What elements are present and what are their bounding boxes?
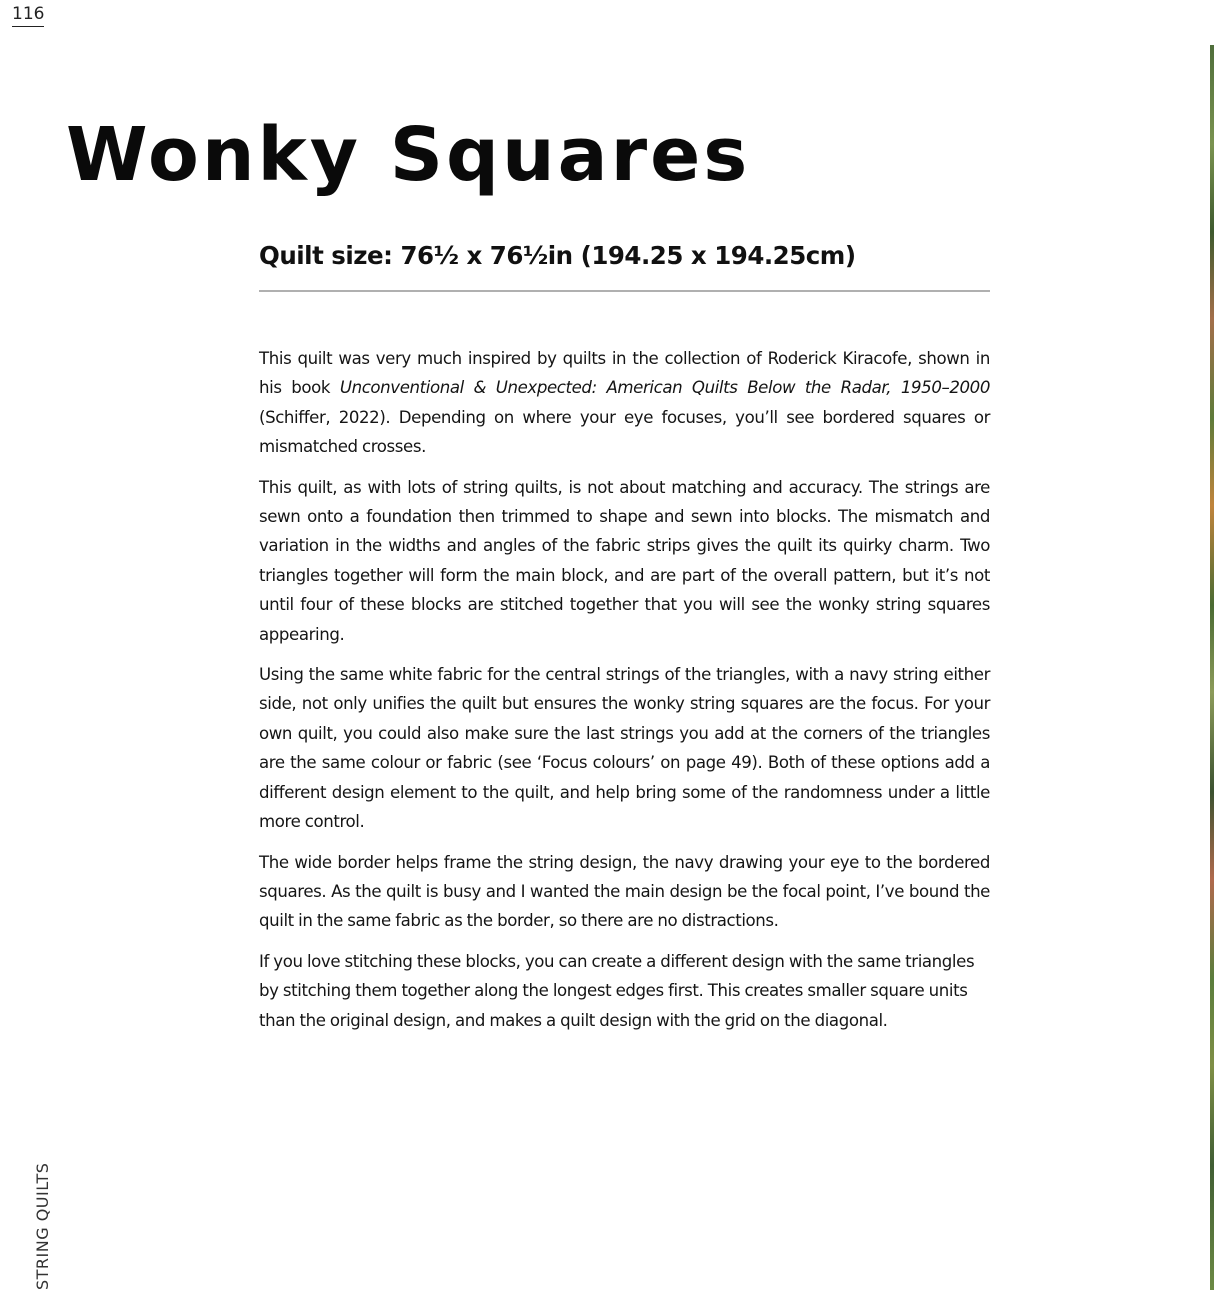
paragraph-border: The wide border helps frame the string design, the navy drawing your eye to the bordered squares. As the quilt is busy and I wanted the main design be the focal point, I’ve bound the quilt in the same fabric as the border, so there are no distractions.	[259, 852, 990, 931]
article-body	[259, 344, 990, 1046]
page-title: Wonky Squares	[66, 112, 751, 198]
paragraph-intro-text-a: This quilt was very much inspired by quilts in the collection of Roderick Kiracofe, shown in his book	[259, 349, 990, 398]
paragraph-fabric: Using the same white fabric for the central strings of the triangles, with a navy string either side, not only unifies the quilt but ensures the wonky string squares are the focus. For your own quilt, you could also make sure the last strings you add at the corners of the triangles are the same colour or fabric (see ‘Focus colours’ on page 49). Both of these options add a different design element to the quilt, and help bring some of the randomness under a little more control.	[259, 665, 990, 832]
facing-page-photo-edge	[1210, 45, 1214, 1290]
quilt-size-heading: Quilt size: 76½ x 76½in (194.25 x 194.25cm)	[259, 241, 856, 270]
running-header: STRING QUILTS	[33, 1162, 52, 1290]
paragraph-variation: If you love stitching these blocks, you can create a different design with the same triangles by stitching them together along the longest edges first. This creates smaller square units than the original design, and makes a quilt design with the grid on the diagonal.	[259, 951, 975, 1030]
paragraph-intro-text-b: (Schiffer, 2022). Depending on where your eye focuses, you’ll see bordered squares or mismatched crosses.	[259, 407, 990, 457]
page-number: 116	[12, 4, 44, 27]
book-title: Unconventional & Unexpected: American Quilts Below the Radar, 1950–2000	[339, 378, 990, 398]
paragraph-intro	[259, 344, 990, 462]
paragraph-construction: This quilt, as with lots of string quilts, is not about matching and accuracy. The strings are sewn onto a foundation then trimmed to shape and sewn into blocks. The mismatch and variation in the widths and angles of the fabric strips gives the quilt its quirky charm. Two triangles together will form the main block, and are part of the overall pattern, but it’s not until four of these blocks are stitched together that you will see the wonky string squares appearing.	[259, 477, 990, 644]
heading-divider	[259, 290, 990, 292]
